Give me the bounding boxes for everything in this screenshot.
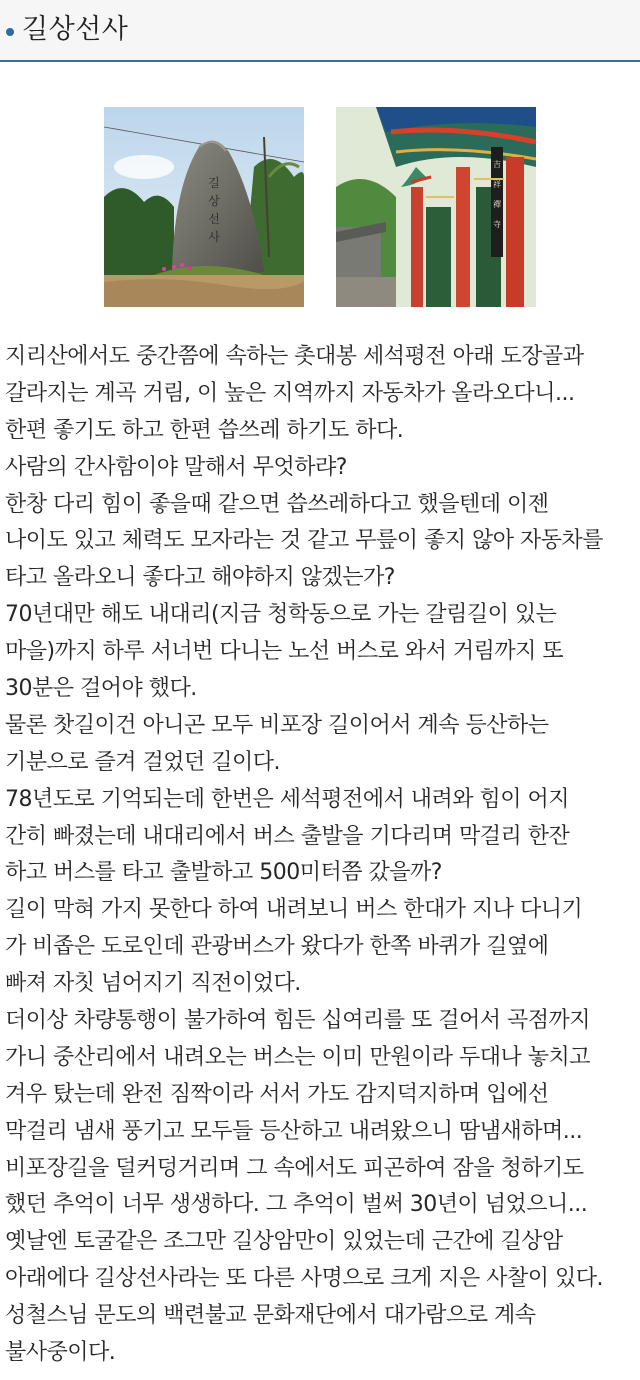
article-line: 빠져 자칫 넘어지기 직전이었다. [5, 971, 301, 997]
article-line: 지리산에서도 중간쯤에 속하는 촛대봉 세석평전 아래 도장골과 [5, 344, 584, 369]
article-line: 하고 버스를 타고 출발하고 500미터쯤 갔을까? [5, 860, 442, 886]
svg-text:禪: 禪 [493, 200, 501, 209]
svg-text:상: 상 [208, 194, 220, 208]
bullet-icon [6, 28, 14, 36]
svg-text:吉: 吉 [493, 160, 501, 169]
article-line: 사람의 간사함이야 말해서 무엇하랴? [5, 454, 347, 480]
article-line: 30분은 걸어야 했다. [5, 676, 197, 702]
article-line: 했던 추억이 너무 생생하다. 그 추억이 벌써 30년이 넘었으니... [5, 1192, 588, 1218]
stone-monument-photo [104, 107, 304, 307]
section-header [0, 0, 640, 62]
page-title: 길상선사 [22, 14, 129, 45]
article-line: 아래에다 길상선사라는 또 다른 사명으로 크게 지은 사찰이 있다. [5, 1266, 603, 1292]
article-line: 겨우 탔는데 완전 짐짝이라 서서 가도 감지덕지하며 입에선 [5, 1081, 549, 1107]
article-line: 기분으로 즐겨 걸었던 길이다. [5, 749, 280, 775]
temple-eaves-photo [336, 107, 536, 307]
svg-text:祥: 祥 [493, 180, 501, 189]
article-line: 갈라지는 계곡 거림, 이 높은 지역까지 자동차가 올라오다니... [5, 380, 575, 406]
article-line: 비포장길을 덜커덩거리며 그 속에서도 피곤하여 잠을 청하기도 [5, 1155, 584, 1181]
article-line: 한창 다리 힘이 좋을때 같으면 씁쓰레하다고 했을텐데 이젠 [5, 491, 549, 517]
article-line: 옛날엔 토굴같은 조그만 길상암만이 있었는데 근간에 길상암 [5, 1229, 563, 1255]
article-line: 불사중이다. [5, 1340, 116, 1366]
article-line: 막걸리 냄새 풍기고 모두들 등산하고 내려왔으니 땀냄새하며... [5, 1118, 583, 1144]
article-line: 가 비좁은 도로인데 관광버스가 왔다가 한쪽 바퀴가 길옆에 [5, 934, 549, 960]
article-body [5, 339, 639, 1372]
article-line: 한편 좋기도 하고 한편 씁쓰레 하기도 하다. [5, 417, 404, 443]
svg-text:선: 선 [208, 212, 220, 226]
article-line: 물론 찻길이건 아니곤 모두 비포장 길이어서 계속 등산하는 [5, 712, 549, 738]
svg-text:寺: 寺 [493, 220, 501, 229]
article-line: 타고 올라오니 좋다고 해야하지 않겠는가? [5, 565, 395, 591]
article-line: 나이도 있고 체력도 모자라는 것 같고 무릎이 좋지 않아 자동차를 [5, 528, 603, 554]
svg-text:사: 사 [208, 230, 220, 244]
article-line: 78년도로 기억되는데 한번은 세석평전에서 내려와 힘이 어지 [5, 786, 570, 812]
svg-text:길: 길 [208, 176, 220, 190]
article-line: 가니 중산리에서 내려오는 버스는 이미 만원이라 두대나 놓치고 [5, 1044, 591, 1070]
article-line: 길이 막혀 가지 못한다 하여 내려보니 버스 한대가 지나 다니기 [5, 897, 583, 923]
article-line: 성철스님 문도의 백련불교 문화재단에서 대가람으로 계속 [5, 1303, 536, 1329]
article-line: 70년대만 해도 내대리(지금 청학동으로 가는 갈림길이 있는 [5, 602, 557, 628]
article-line: 마을)까지 하루 서너번 다니는 노선 버스로 와서 거림까지 또 [5, 639, 564, 665]
article-line: 간히 빠졌는데 내대리에서 버스 출발을 기다리며 막걸리 한잔 [5, 823, 570, 849]
article-line: 더이상 차량통행이 불가하여 힘든 십여리를 또 걸어서 곡점까지 [5, 1008, 591, 1034]
